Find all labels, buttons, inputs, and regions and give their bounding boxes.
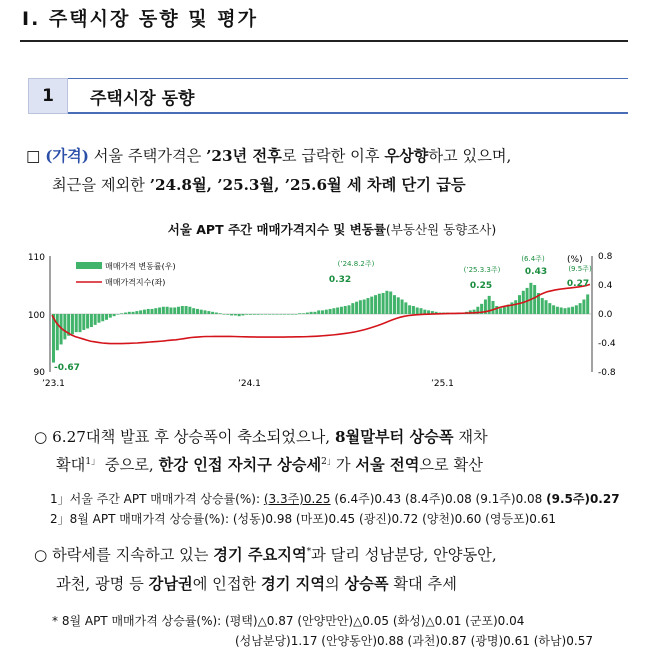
bar [56,314,59,350]
bar [579,303,582,314]
text: 재차 [453,428,488,446]
bar [291,314,294,315]
text-bold: 경기 주요지역 [213,546,307,564]
bar [139,310,142,314]
bar [503,307,506,314]
annotation-period: (’25.3.3주) [463,266,501,274]
bar [397,297,400,314]
bar [90,314,93,327]
footnote-2: 2」8월 APT 매매가격 상승률(%): (성동)0.98 (마포)0.45 (광진)0.72 (양천)0.60 (영등포)0.61 [50,512,557,526]
bar [192,308,195,314]
bar [63,314,66,339]
bar [582,300,585,315]
bar [279,314,282,315]
x-tick-label: ’24.1 [238,379,261,389]
bar [359,300,362,314]
text: 과천, 광명 등 [56,575,149,593]
bar [567,307,570,314]
bar [556,307,559,314]
annotation-period: (9.5주) [568,265,592,273]
bar [101,314,104,321]
bar [120,313,123,314]
bar [363,300,366,315]
bar [264,314,267,315]
bar [283,314,286,315]
subheading-number: 1 [28,78,68,114]
bar [79,314,82,332]
bar [560,307,563,314]
bar [294,314,297,315]
bar [404,302,407,314]
annotation-value: 0.25 [469,281,493,291]
bar [313,312,316,314]
annotation-period: (6.4주) [521,255,545,263]
annotation-value: 0.27 [566,279,590,289]
bar [135,311,138,314]
text: 1」서울 주간 APT 매매가격 상승률(%): [50,492,264,506]
text-bold: ’24.8월, ’25.3월, ’25.6월 세 차례 단기 급등 [149,176,466,194]
bar [97,314,100,323]
left-tick-label: 100 [27,311,45,321]
bar [230,314,233,315]
bar [116,314,119,315]
bar [321,310,324,314]
bar [124,313,127,314]
bar [245,314,248,315]
bar [533,285,536,314]
text-bold: 우상향 [384,147,429,165]
bar [158,307,161,314]
circle-bullet: ○ [34,428,48,446]
legend-label: 매매가격 변동률(우) [105,262,176,271]
text-underlined: (3.3주)0.25 [263,492,331,506]
text: 하락세를 지속하고 있는 [52,546,214,564]
bar [563,308,566,314]
right-tick-label: -0.4 [598,339,616,349]
bar [105,314,108,320]
text-bold: 한강 인접 자치구 상승세 [158,456,322,475]
bar [207,311,210,314]
bar [253,314,256,315]
bar [499,308,502,314]
bar [257,314,260,315]
bar [272,314,275,315]
bar [226,314,229,315]
bar [181,306,184,314]
right-axis-unit: (%) [567,255,583,265]
bar [329,309,332,314]
bar [332,308,335,314]
bar [94,314,97,325]
bar [151,309,154,314]
bar [325,310,328,314]
bar [82,314,85,330]
x-tick-label: ’23.1 [42,379,65,389]
subheading-title: 주택시장 동향 [90,89,195,109]
text: 최근을 제외한 [52,176,150,194]
bar [344,306,347,314]
bullet3-line1 [34,544,497,565]
bar [351,303,354,314]
annotation-period: (’24.8.2주) [337,260,375,268]
bar [571,307,574,314]
text: 과 달리 성남분당, 안양동안, [311,546,497,564]
footnote-marker: 1」 [85,457,101,467]
legend-label: 매매가격지수(좌) [105,278,166,287]
bar [420,308,423,314]
bar [355,302,358,314]
bar [241,314,244,315]
text: 서울 주택가격은 [88,147,207,165]
bar [154,308,157,314]
bar [374,295,377,314]
bar [382,293,385,314]
bar [109,314,112,318]
bar [215,313,218,314]
annotation-value: 0.32 [328,275,352,285]
bar [196,309,199,314]
right-tick-label: -0.8 [598,368,616,378]
bar [219,313,222,314]
bar [268,314,271,315]
bar [185,306,188,314]
text: 중으로, [100,456,159,475]
text: 확대 [56,456,86,475]
bar [385,291,388,314]
bar [412,306,415,314]
left-tick-label: 90 [33,368,45,378]
bar [336,307,339,314]
bar [113,314,116,316]
bar [234,314,237,315]
bar [75,314,78,332]
bar [548,303,551,314]
text: 로 급락한 이후 [281,147,385,165]
bar [514,300,517,314]
bar [238,314,241,316]
bar [287,314,290,315]
bar [378,294,381,314]
bar [177,307,180,314]
bar [317,310,320,314]
bar [211,312,214,314]
text: 에 인접한 [192,575,262,593]
bar [188,307,191,314]
price-tag: (가격) [45,147,89,165]
text-bold: 경기 지역 [261,575,326,593]
right-tick-label: 0.4 [598,281,613,291]
bar [143,310,146,314]
chart-title-main: 서울 APT 주간 매매가격지수 및 변동률 [167,222,386,237]
text: (6.4주)0.43 (8.4주)0.08 (9.1주)0.08 [330,492,547,506]
left-tick-label: 110 [27,253,45,263]
bar [552,305,555,314]
circle-bullet: ○ [34,546,48,564]
footnote-1 [50,490,620,507]
bar [348,305,351,314]
annotation-value: -0.67 [54,363,80,373]
text: 의 [325,575,345,593]
bar [518,295,521,314]
bar [366,298,369,314]
bar [71,314,74,334]
bar [249,314,252,315]
bar [276,314,279,315]
text-bold: (9.5주)0.27 [546,492,620,506]
bullet2-line1 [34,426,488,447]
text-bold: 상승폭 [344,575,389,593]
bar [128,312,131,314]
text: 확대 추세 [388,575,457,593]
bar [132,312,135,314]
bar [260,314,263,315]
text-bold: 서울 전역 [355,456,420,475]
text: 6.27대책 발표 후 상승폭이 축소되었으나, [52,428,335,446]
section-title: Ⅰ. 주택시장 동향 및 평가 [22,8,258,30]
bar [302,313,305,314]
bar [408,305,411,314]
bar [541,298,544,314]
text-bold: 강남권 [148,575,193,593]
bar [545,300,548,314]
text-bold: 8월말부터 상승폭 [334,428,454,446]
text-bold: ’23년 전후 [206,147,282,165]
bar [169,307,172,314]
footnote-3-line1: * 8월 APT 매매가격 상승률(%): (평택)△0.87 (안양만안)△0.05 (화성)△0.01 (군포)0.04 [52,614,525,628]
annotation-value: 0.43 [524,267,548,277]
text: 하고 있으며, [428,147,512,165]
bar [222,314,225,315]
bar [389,292,392,314]
bar [401,300,404,315]
bullet3-line2 [56,573,457,594]
bar [298,313,301,314]
text: 으로 확산 [419,456,483,475]
chart-bars [52,283,589,363]
x-tick-label: ’25.1 [431,379,454,389]
bar [575,305,578,314]
square-bullet: □ [26,147,41,165]
bar [306,313,309,314]
text: 가 [335,456,356,475]
bar [340,307,343,314]
footnote-marker: 2」 [321,457,336,467]
footnote-marker: * [306,546,312,557]
bar [86,314,89,329]
bar [204,310,207,314]
bar [416,307,419,314]
bar [370,297,373,314]
bar [173,307,176,314]
bar [586,294,589,314]
right-tick-label: 0.8 [598,252,613,262]
bar [166,307,169,314]
bullet2-line2 [56,454,483,475]
legend-swatch-bars [76,262,102,269]
bar [147,309,150,314]
right-tick-label: 0.0 [598,310,613,320]
bar [423,310,426,314]
bar [393,295,396,314]
bar [491,301,494,314]
footnote-3-line2: (성남분당)1.17 (안양동안)0.88 (과천)0.87 (광명)0.61 (하남)0.57 [235,634,593,648]
bar [310,312,313,314]
chart-title-source: (부동산원 동향조사) [385,222,497,237]
bar [200,310,203,314]
bar [162,307,165,314]
